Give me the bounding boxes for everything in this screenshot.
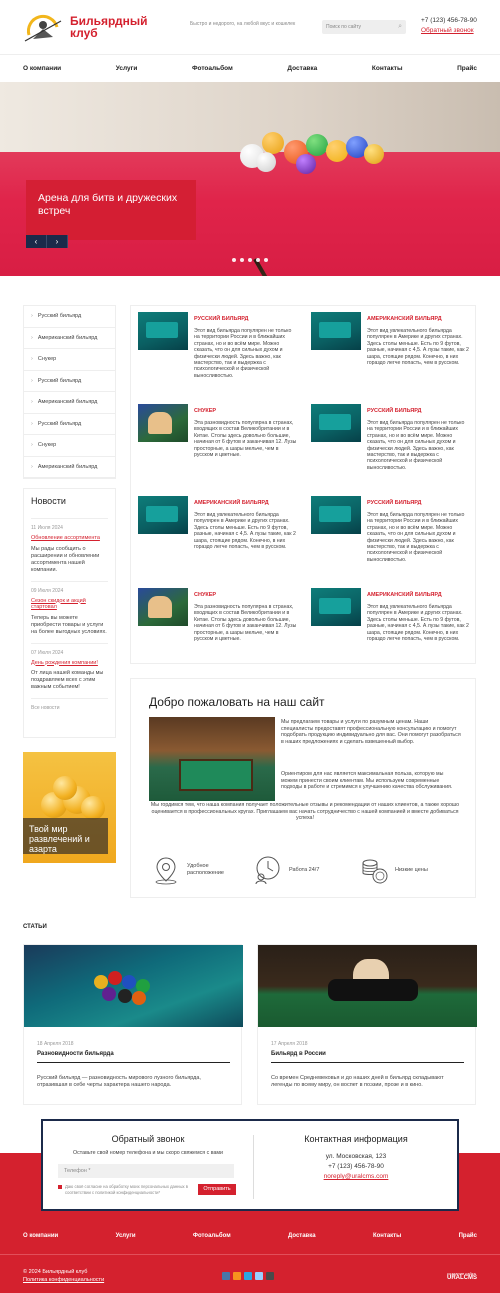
contact-phone: +7 (123) 456-78-90: [328, 1163, 384, 1170]
search-input[interactable]: [322, 20, 406, 34]
footer-nav-about[interactable]: О компании: [23, 1233, 59, 1239]
hero-title: Арена для битв и дружеских встреч: [38, 192, 178, 217]
nav-item-price[interactable]: Прайс: [457, 65, 477, 72]
tagline: Быстро и недорого, на любой вкус и кошелек: [190, 21, 296, 27]
footer-nav-contacts[interactable]: Контакты: [372, 1233, 402, 1239]
footer-nav: [23, 1233, 477, 1239]
product-text: Этот вид увлекательного бильярда популярен в Америке и других странах. Здесь столы меньше. Есть по 9 футов, разные, начиная с 4,5. А лузы такие, как 2 шара, стоящие рядом. Конечно, в них гораздо легче попасть, чем в русском.: [194, 512, 296, 551]
welcome-text-1: Мы предлагаем товары и услуги по разумным ценам. Наши специалисты предоставят профессиональную консультацию и помогут подобрать продукцию индивидуально для вас. Они помогут разобраться в наших предложениях и сделать взвешенный выбор.: [281, 719, 461, 745]
developer-credit[interactable]: [447, 1271, 477, 1281]
article-title[interactable]: Бильярд в России: [271, 1051, 326, 1057]
article-divider: [271, 1062, 464, 1063]
copyright-text: © 2024 Бильярдный клуб: [23, 1269, 88, 1275]
slider-dot[interactable]: [240, 258, 244, 262]
phone-field[interactable]: Телефон *: [58, 1164, 234, 1178]
callback-title: Обратный звонок: [111, 1134, 185, 1144]
footer-nav-price[interactable]: Прайс: [458, 1233, 477, 1239]
contact-email[interactable]: noreply@uralcms.com: [323, 1173, 389, 1180]
product-image[interactable]: [311, 588, 361, 626]
article-date: 18 Апреля 2018: [37, 1041, 74, 1047]
location-pin-icon: [151, 855, 181, 885]
product-card[interactable]: [304, 490, 476, 582]
product-grid: [130, 305, 476, 664]
news-link[interactable]: Обновление ассортимента: [31, 535, 100, 541]
hero-background: [0, 82, 500, 152]
news-date: 07 Июля 2024: [31, 649, 64, 656]
welcome-text-3: Мы гордимся тем, что наша компания получает положительные отзывы и рекомендации от наших клиентов, а также хорошо оценивается в профессиональных кругах. Приглашаем вас начать сотрудничество с нашей компанией и вместе добиваться успеха!: [150, 802, 460, 822]
nav-item-about[interactable]: О компании: [23, 65, 62, 72]
clock-user-icon: [253, 855, 283, 885]
product-image[interactable]: [138, 404, 188, 442]
news-block: [23, 488, 116, 738]
welcome-block: [130, 678, 476, 898]
article-text: Русский бильярд — разновидность мирового лузного бильярда, отразившая в себе черты характера нашего народа.: [37, 1075, 201, 1088]
footer: [0, 1219, 500, 1293]
promo-caption: Твой мир развлечений и азарта: [23, 818, 108, 854]
article-divider: [37, 1062, 230, 1063]
social-links: [222, 1272, 274, 1280]
main-nav: [0, 54, 500, 82]
product-text: Этот вид бильярда популярен не только на территории России и в ближайших странах, но и во всём мире. Можно сказать, что он для сильных духом и физически людей. Здесь важно, как мастерство, так и выдержка с психологической и физической выносливостью.: [367, 512, 465, 563]
product-title[interactable]: АМЕРИКАНСКИЙ БИЛЬЯРД: [367, 316, 442, 322]
slider-dot[interactable]: [264, 258, 268, 262]
product-text: Этот вид увлекательного бильярда популярен в Америке и других странах. Здесь столы меньше. Есть по 9 футов, разные, начиная с 4,5. А лузы такие, как 2 шара, стоящие рядом. Конечно, в них гораздо легче попасть, чем в русском.: [367, 604, 469, 643]
product-card[interactable]: [304, 306, 476, 398]
welcome-text-2: Ориентиром для нас является максимальная польза, которую мы можем принести своим клиентам. Мы используем современные подходы в работе и стремимся к улучшению качества обслуживания.: [281, 771, 453, 791]
feature-location: [151, 855, 237, 885]
hero-slider: [0, 82, 500, 276]
articles-section-title: СТАТЬИ: [23, 924, 47, 930]
sidebar-item[interactable]: › Русский бильярд: [24, 306, 115, 328]
news-title: Новости: [31, 496, 66, 506]
consent-checkbox[interactable]: [58, 1185, 62, 1189]
product-image[interactable]: [311, 312, 361, 350]
contacts-title: Контактная информация: [304, 1134, 408, 1144]
footer-nav-gallery[interactable]: Фотоальбом: [192, 1233, 231, 1239]
search-icon[interactable]: ⌕: [398, 23, 402, 30]
sidebar-item[interactable]: › Русский бильярд: [24, 371, 115, 393]
product-image[interactable]: [311, 404, 361, 442]
news-text: Теперь вы можете приобрести товары и услуги на более выгодных условиях.: [31, 614, 107, 635]
product-text: Этот вид увлекательного бильярда популярен в Америке и других странах. Здесь столы меньше. Есть по 9 футов, разные, начиная с 4,5. А лузы такие, как 2 шара, стоящие рядом. Конечно, в них гораздо легче попасть, чем в русском.: [367, 328, 469, 367]
welcome-title: Добро пожаловать на наш сайт: [149, 695, 325, 709]
product-title[interactable]: РУССКИЙ БИЛЬЯРД: [194, 316, 249, 322]
callback-subtitle: Оставьте свой номер телефона и мы скоро свяжемся с вами: [73, 1150, 223, 1156]
footer-nav-services[interactable]: Услуги: [115, 1233, 136, 1239]
product-card[interactable]: [131, 490, 303, 582]
callback-link[interactable]: Обратный звонок: [421, 27, 474, 34]
product-title[interactable]: АМЕРИКАНСКИЙ БИЛЬЯРД: [367, 592, 442, 598]
sidebar-item[interactable]: › Снукер: [24, 349, 115, 371]
nav-item-services[interactable]: Услуги: [115, 65, 138, 72]
news-item: [31, 518, 108, 574]
footer-copyright: [23, 1268, 104, 1284]
header-phone: +7 (123) 456-78-90: [421, 17, 477, 24]
more-icon[interactable]: [266, 1272, 274, 1280]
product-image[interactable]: [138, 588, 188, 626]
slider-dots: [232, 258, 268, 262]
product-card[interactable]: [131, 398, 303, 490]
product-text: Этот вид бильярда популярен не только на территории России и в ближайших странах, но и во всём мире. Можно сказать, что он для сильных духом и физически людей. Здесь важно, как мастерство, так и выдержка с психологической и физической выносливостью.: [367, 420, 465, 471]
product-text: Этот вид бильярда популярен не только на территории России и в ближайших странах, но и во всём мире. Можно сказать, что он для сильных духом и физически людей. Здесь важно, как мастерство, так и выдержка с психологической и физической выносливостью.: [194, 328, 292, 379]
sidebar-item[interactable]: › Снукер: [24, 435, 115, 457]
article-text: Со времен Средневековья и до наших дней в бильярд складывают легенды по всему миру, он воспет в поэзии, прозе и в кино.: [271, 1075, 444, 1088]
sidebar-item[interactable]: › Русский бильярд: [24, 414, 115, 436]
footer-divider: [0, 1254, 500, 1255]
slider-next-button[interactable]: ›: [47, 235, 68, 248]
product-card[interactable]: [131, 582, 303, 674]
news-date: 09 Июля 2024: [31, 587, 64, 594]
news-date: 11 Июля 2024: [31, 525, 63, 531]
article-card[interactable]: [257, 944, 476, 1105]
nav-item-delivery[interactable]: Доставка: [287, 65, 318, 72]
article-date: 17 Апреля 2018: [271, 1041, 308, 1047]
product-title[interactable]: АМЕРИКАНСКИЙ БИЛЬЯРД: [194, 500, 269, 506]
callback-panel: [41, 1119, 459, 1211]
search-placeholder: Поиск по сайту: [326, 24, 362, 30]
product-title[interactable]: РУССКИЙ БИЛЬЯРД: [367, 500, 422, 506]
welcome-photo: [149, 717, 275, 801]
feature-label: Удобное расположение: [187, 863, 224, 876]
product-card[interactable]: [131, 306, 303, 398]
news-link[interactable]: Сезон скидок и акций стартовал: [31, 597, 86, 610]
consent-text: Даю своё согласие на обработку моих персональных данных в соответствии с политикой конфиденциальности*: [65, 1184, 188, 1195]
hero-caption: [26, 180, 196, 240]
promo-banner[interactable]: [23, 752, 116, 863]
product-text: Эта разновидность популярна в странах, входящих в состав Великобритании и в Китае. Столы здесь довольно большие, начиная от 6 футов и заканчивая 12. Лузы просторные, а шары мельче, чем в русском и цветные.: [194, 604, 297, 643]
footer-nav-delivery[interactable]: Доставка: [288, 1233, 316, 1239]
news-item: [31, 643, 108, 692]
slider-prev-button[interactable]: ‹: [26, 235, 47, 248]
feature-low-prices: [359, 855, 445, 885]
article-title[interactable]: Разновидности бильярда: [37, 1051, 114, 1057]
ok-icon[interactable]: [233, 1272, 241, 1280]
logo-text[interactable]: Бильярдный клуб: [70, 14, 148, 40]
article-card[interactable]: [23, 944, 242, 1105]
article-image[interactable]: [258, 945, 477, 1027]
sidebar-item[interactable]: › Американский бильярд: [24, 328, 115, 350]
product-title[interactable]: РУССКИЙ БИЛЬЯРД: [367, 408, 422, 414]
developer-name: URALCMS: [447, 1275, 477, 1281]
nav-item-contacts[interactable]: Контакты: [371, 65, 403, 72]
logo-icon[interactable]: [23, 13, 63, 43]
contact-address: ул. Московская, 123: [325, 1153, 387, 1160]
telegram-icon[interactable]: [244, 1272, 252, 1280]
messenger-icon[interactable]: [255, 1272, 263, 1280]
slider-dot[interactable]: [256, 258, 260, 262]
product-title[interactable]: СНУКЕР: [194, 408, 217, 414]
product-image[interactable]: [138, 496, 188, 534]
news-text: От лица нашей команды мы поздравляем всех с этим важным событием!: [31, 670, 104, 690]
submit-button[interactable]: Отправить: [198, 1184, 236, 1195]
vk-icon[interactable]: [222, 1272, 230, 1280]
nav-item-gallery[interactable]: Фотоальбом: [191, 65, 233, 72]
product-title[interactable]: СНУКЕР: [194, 592, 217, 598]
coins-icon: [359, 855, 389, 885]
feature-label: Низкие цены: [395, 866, 428, 873]
slider-controls: [26, 235, 68, 248]
feature-label: Работа 24/7: [289, 866, 320, 873]
product-image[interactable]: [311, 496, 361, 534]
news-text: Мы рады сообщить о расширении и обновлении ассортимента нашей компании.: [31, 545, 100, 573]
all-news-link[interactable]: Все новости: [31, 698, 108, 711]
developer-label: создание сайта: [447, 1271, 476, 1276]
article-image[interactable]: [24, 945, 243, 1027]
product-card[interactable]: [304, 398, 476, 490]
privacy-link[interactable]: Политика конфиденциальности: [23, 1277, 105, 1283]
sidebar-menu: [23, 305, 116, 479]
news-item: [31, 581, 108, 636]
product-image[interactable]: [138, 312, 188, 350]
slider-dot[interactable]: [248, 258, 252, 262]
slider-dot[interactable]: [232, 258, 236, 262]
product-text: Эта разновидность популярна в странах, входящих в состав Великобритании и в Китае. Столы здесь довольно большие, начиная от 6 футов и заканчивая 12. Лузы просторные, а шары мельче, чем в русском и цветные.: [194, 420, 297, 459]
sidebar-item[interactable]: › Американский бильярд: [24, 457, 115, 479]
news-link[interactable]: День рождения компании!: [31, 659, 98, 666]
product-card[interactable]: [304, 582, 476, 674]
sidebar-item[interactable]: › Американский бильярд: [24, 392, 115, 414]
feature-24-7: [253, 855, 339, 885]
